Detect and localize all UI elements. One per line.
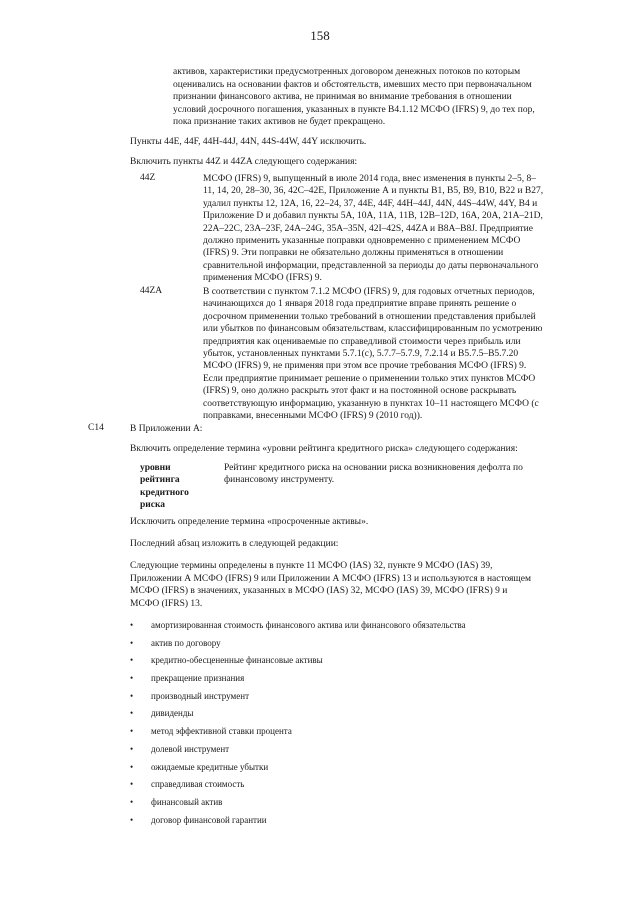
p44za-line: (IFRS) 9, оно должно раскрыть этот факт и на постоянной основе раскрывать [203,386,517,397]
list-item-text: амортизированная стоимость финансового актива или финансового обязательства [151,620,466,630]
list-item [130,725,580,743]
bullet: • [130,708,134,719]
p44z-line: удалил пункты 12, 12А, 16, 22–24, 37, 44Е, 44F, 44Н–44J, 44N, 44S–44W, 44Y, В4 и [203,198,538,209]
p44za-line: или убытков по финансовым обязательствам, классифицированным по усмотрению [203,324,543,335]
list-item [130,637,580,655]
list-item [130,814,580,832]
list-item-text: долевой инструмент [151,743,230,754]
list-item [130,778,580,796]
paragraph-44za-text [203,286,578,422]
new-text-paragraph [130,560,580,610]
list-item-text: прекращение признания [151,673,245,684]
list-item-text: метод эффективной ставки процента [151,726,292,737]
list-item [130,672,580,690]
intro-line: признании финансового актива, не принимая во внимание требования в отношении [173,92,512,103]
list-item [130,743,580,761]
section-c14-title: В Приложении А: [130,424,203,434]
paragraph-44za-label: 44ZA [140,286,163,296]
bullet: • [130,796,134,807]
last-paragraph-intro: Последний абзац изложить в следующей редакции: [130,539,339,549]
exclude-paragraphs: Пункты 44E, 44F, 44H-44J, 44N, 44S-44W, 44Y исключить. [130,137,367,147]
p44za-line: поправками, внесенными МСФО (IFRS) 9 (2010 год)). [203,411,423,422]
intro-paragraph [173,66,578,129]
bullet: • [130,814,134,825]
list-item [130,707,580,725]
bullet: • [130,726,134,737]
new-text-line: Приложении А МСФО (IFRS) 9 или Приложении А МСФО (IFRS) 13 и используются в настоящем [130,573,531,584]
p44z-line: 11, 14, 20, 28–30, 36, 42С–42Е, Приложение А и пункты В1, В5, В9, В10, В22 и В27, [203,186,544,197]
intro-line: условий досрочного погашения, указанных в пункте В4.1.12 МСФО (IFRS) 9, до тех пор, [173,104,535,115]
p44z-line: должно применить указанные поправки одновременно с применением МСФО [203,236,521,247]
p44za-line: начинающихся до 1 января 2018 года предприятие вправе принять решение о [203,299,517,310]
definition-line: финансовому инструменту. [224,475,335,486]
list-item-text: дивиденды [151,708,194,719]
bullet: • [130,761,134,772]
p44z-line: сравнительной информации, представленной за периоды до даты первоначального [203,260,539,271]
bullet: • [130,743,134,754]
p44za-line: Если предприятие принимает решение о применении только этих пунктов МСФО [203,373,536,384]
include-paragraphs: Включить пункты 44Z и 44ZA следующего содержания: [130,157,358,167]
list-item [130,690,580,708]
bullet: • [130,655,134,666]
list-item-text: справедливая стоимость [151,779,245,790]
term-name [140,462,210,512]
list-item-text: ожидаемые кредитные убытки [151,761,269,772]
definition-line: Рейтинг кредитного риска на основании риска возникновения дефолта по [224,463,523,473]
exclude-definition: Исключить определение термина «просроченные активы». [130,517,369,527]
new-text-line: МСФО (IFRS) 13. [130,598,203,609]
p44za-line: досрочном применении только требований в отношении представления прибылей [203,311,536,322]
p44za-line: убыток, установленных пунктами 5.7.1(с), 5.7.7–5.7.9, 7.2.14 и В5.7.5–В5.7.20 [203,349,519,360]
list-item [130,796,580,814]
p44za-line: предприятия как оцениваемые по справедливой стоимости через прибыль или [203,336,521,347]
bullet: • [130,620,134,630]
p44za-line: МСФО (IFRS) 9, не применяя при этом все прочие требования МСФО (IFRS) 9. [203,361,527,372]
intro-line: оценивались на основании фактов и обстоятельств, имевших место при первоначальном [173,79,532,90]
section-c14-label: C14 [88,423,104,433]
terms-list [130,619,580,831]
p44z-line: применения МСФО (IFRS) 9. [203,273,322,284]
list-item-text: актив по договору [151,637,221,648]
list-item [130,761,580,779]
bullet: • [130,779,134,790]
term-definition [224,462,564,487]
term-line: уровни [140,463,171,473]
p44z-line: (IFRS) 9. Эти поправки не обязательно должны применяться в отношении [203,248,504,259]
paragraph-44z-text [203,173,578,285]
intro-line: активов, характеристики предусмотренных договором денежных потоков по которым [173,67,521,77]
include-definition: Включить определение термина «уровни рейтинга кредитного риска» следующего содержания: [130,444,518,454]
p44z-line: Приложение D и добавил пункты 5А, 10А, 11А, 11В, 12В–12D, 16А, 20А, 21А–21D, [203,211,543,222]
p44z-line: МСФО (IFRS) 9, выпущенный в июле 2014 года, внес изменения в пункты 2–5, 8– [203,174,537,184]
new-text-line: МСФО (IFRS) в значениях, указанных в МСФО (IAS) 32, МСФО (IAS) 39, МСФО (IFRS) 9 и [130,586,508,596]
list-item-text: договор финансовой гарантии [151,814,267,825]
p44za-line: соответствующую информацию, указанную в пунктах 10–11 настоящего МСФО (с [203,398,539,409]
list-item [130,654,580,672]
paragraph-44z-label: 44Z [140,173,156,183]
term-line: риска [140,500,166,511]
p44za-line: В соответствии с пунктом 7.1.2 МСФО (IFRS) 9, для годовых отчетных периодов, [203,287,535,297]
term-line: рейтинга [140,475,180,486]
list-item-text: финансовый актив [151,796,223,807]
list-item [130,619,580,637]
intro-line: пока признание таких активов не будет прекращено. [173,117,386,128]
p44z-line: 22А–22С, 23А–23F, 24А–24G, 35А–35N, 42I–42S, 44ZA и В8А–В8J. Предприятие [203,223,533,234]
list-item-text: производный инструмент [151,690,249,701]
bullet: • [130,673,134,684]
page-number: 158 [310,28,330,43]
term-line: кредитного [140,487,189,498]
bullet: • [130,637,134,648]
bullet: • [130,690,134,701]
list-item-text: кредитно-обесцененные финансовые активы [151,655,323,666]
new-text-line: Следующие термины определены в пункте 11 МСФО (IAS) 32, пункте 9 МСФО (IAS) 39, [130,561,493,571]
